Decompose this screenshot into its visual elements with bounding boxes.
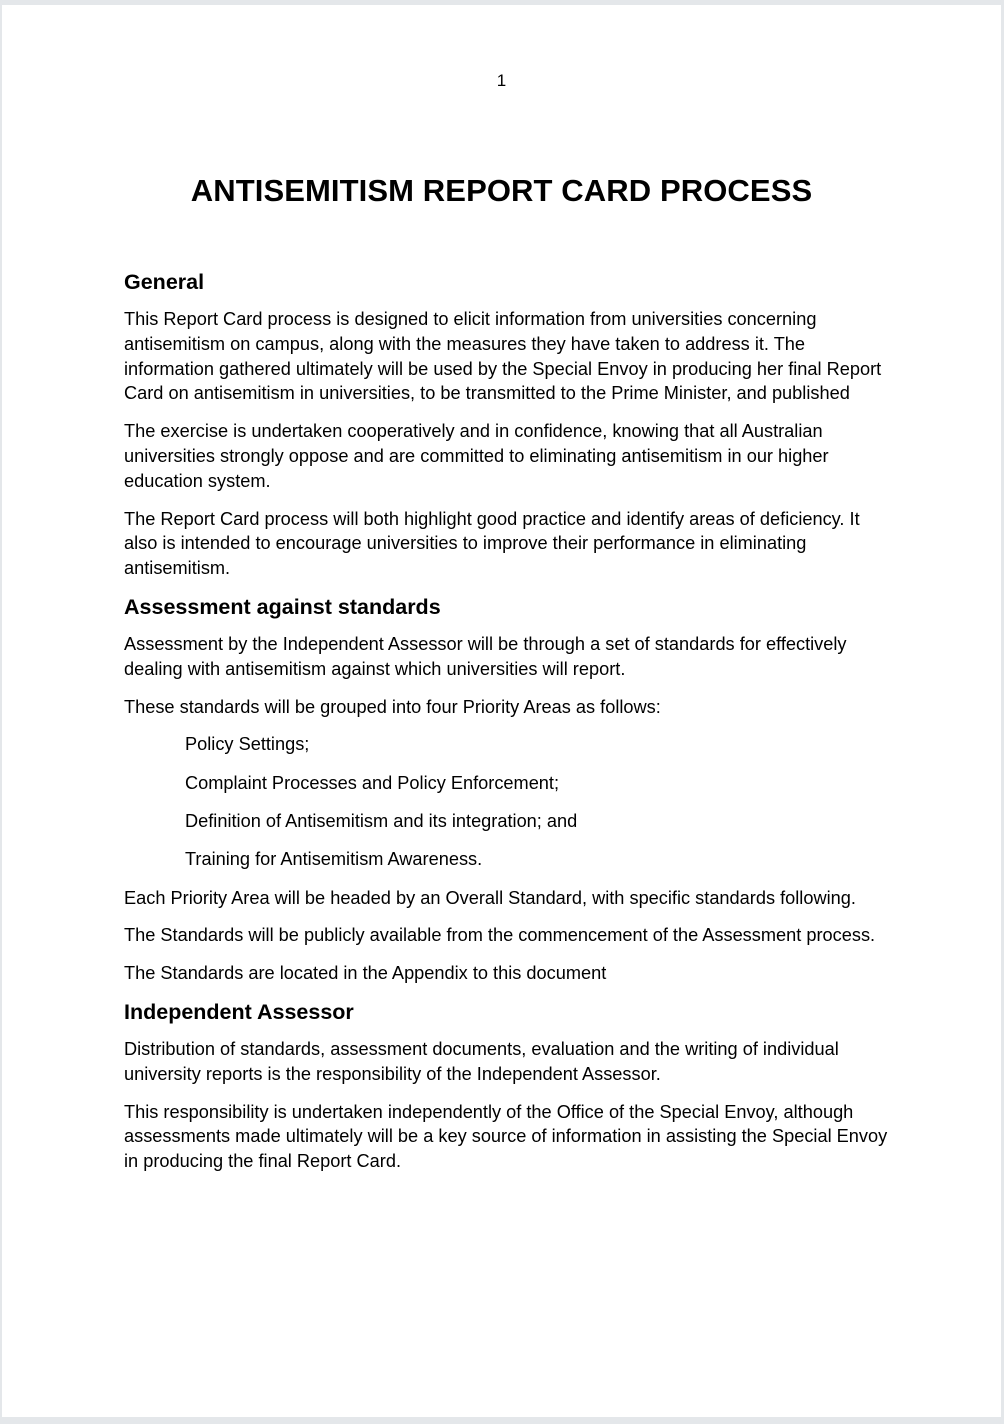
paragraph: This Report Card process is designed to elicit information from universities concerning antisemitism on campus, along with the measures they have taken to address it. The information gathered ultimately will be used by the Special Envoy in producing her final Report Card on antisemitism in universities, to be transmitted to the Prime Minister, and published [124, 309, 882, 404]
page-number: 1 [496, 71, 507, 90]
paragraph: The Standards will be publicly available from the commencement of the Assessment process. [124, 925, 876, 946]
priority-areas-list [124, 732, 894, 872]
section-assessment-against-standards [124, 594, 894, 986]
priority-area-item: Definition of Antisemitism and its integration; and [185, 810, 578, 831]
section-heading-independent-assessor: Independent Assessor [124, 999, 354, 1024]
document-page [2, 5, 1001, 1417]
priority-area-item: Training for Antisemitism Awareness. [185, 849, 483, 870]
section-general [124, 269, 894, 581]
paragraph: These standards will be grouped into four Priority Areas as follows: [124, 696, 661, 717]
paragraph: This responsibility is undertaken independently of the Office of the Special Envoy, although assessments made ultimately will be a key source of information in assisting the Special Envoy in producing the final Report Card. [124, 1101, 888, 1172]
paragraph: Distribution of standards, assessment documents, evaluation and the writing of individual university reports is the responsibility of the Independent Assessor. [124, 1038, 839, 1084]
paragraph: The Report Card process will both highlight good practice and identify areas of deficiency. It also is intended to encourage universities to improve their performance in eliminating antisemitism. [124, 508, 860, 579]
section-heading-general: General [124, 270, 205, 294]
priority-area-item: Policy Settings; [185, 734, 310, 755]
paragraph: The exercise is undertaken cooperatively and in confidence, knowing that all Australian universities strongly oppose and are committed to eliminating antisemitism in our higher education system. [124, 421, 829, 491]
section-independent-assessor [124, 999, 894, 1174]
priority-area-item: Complaint Processes and Policy Enforcement; [185, 772, 560, 793]
paragraph: Assessment by the Independent Assessor will be through a set of standards for effectively dealing with antisemitism against which universities will report. [124, 633, 847, 679]
section-heading-assessment: Assessment against standards [124, 594, 441, 619]
document-body [124, 269, 894, 1187]
paragraph: The Standards are located in the Appendix to this document [124, 963, 607, 984]
paragraph: Each Priority Area will be headed by an Overall Standard, with specific standards following. [124, 887, 856, 908]
document-title: ANTISEMITISM REPORT CARD PROCESS [190, 173, 813, 208]
